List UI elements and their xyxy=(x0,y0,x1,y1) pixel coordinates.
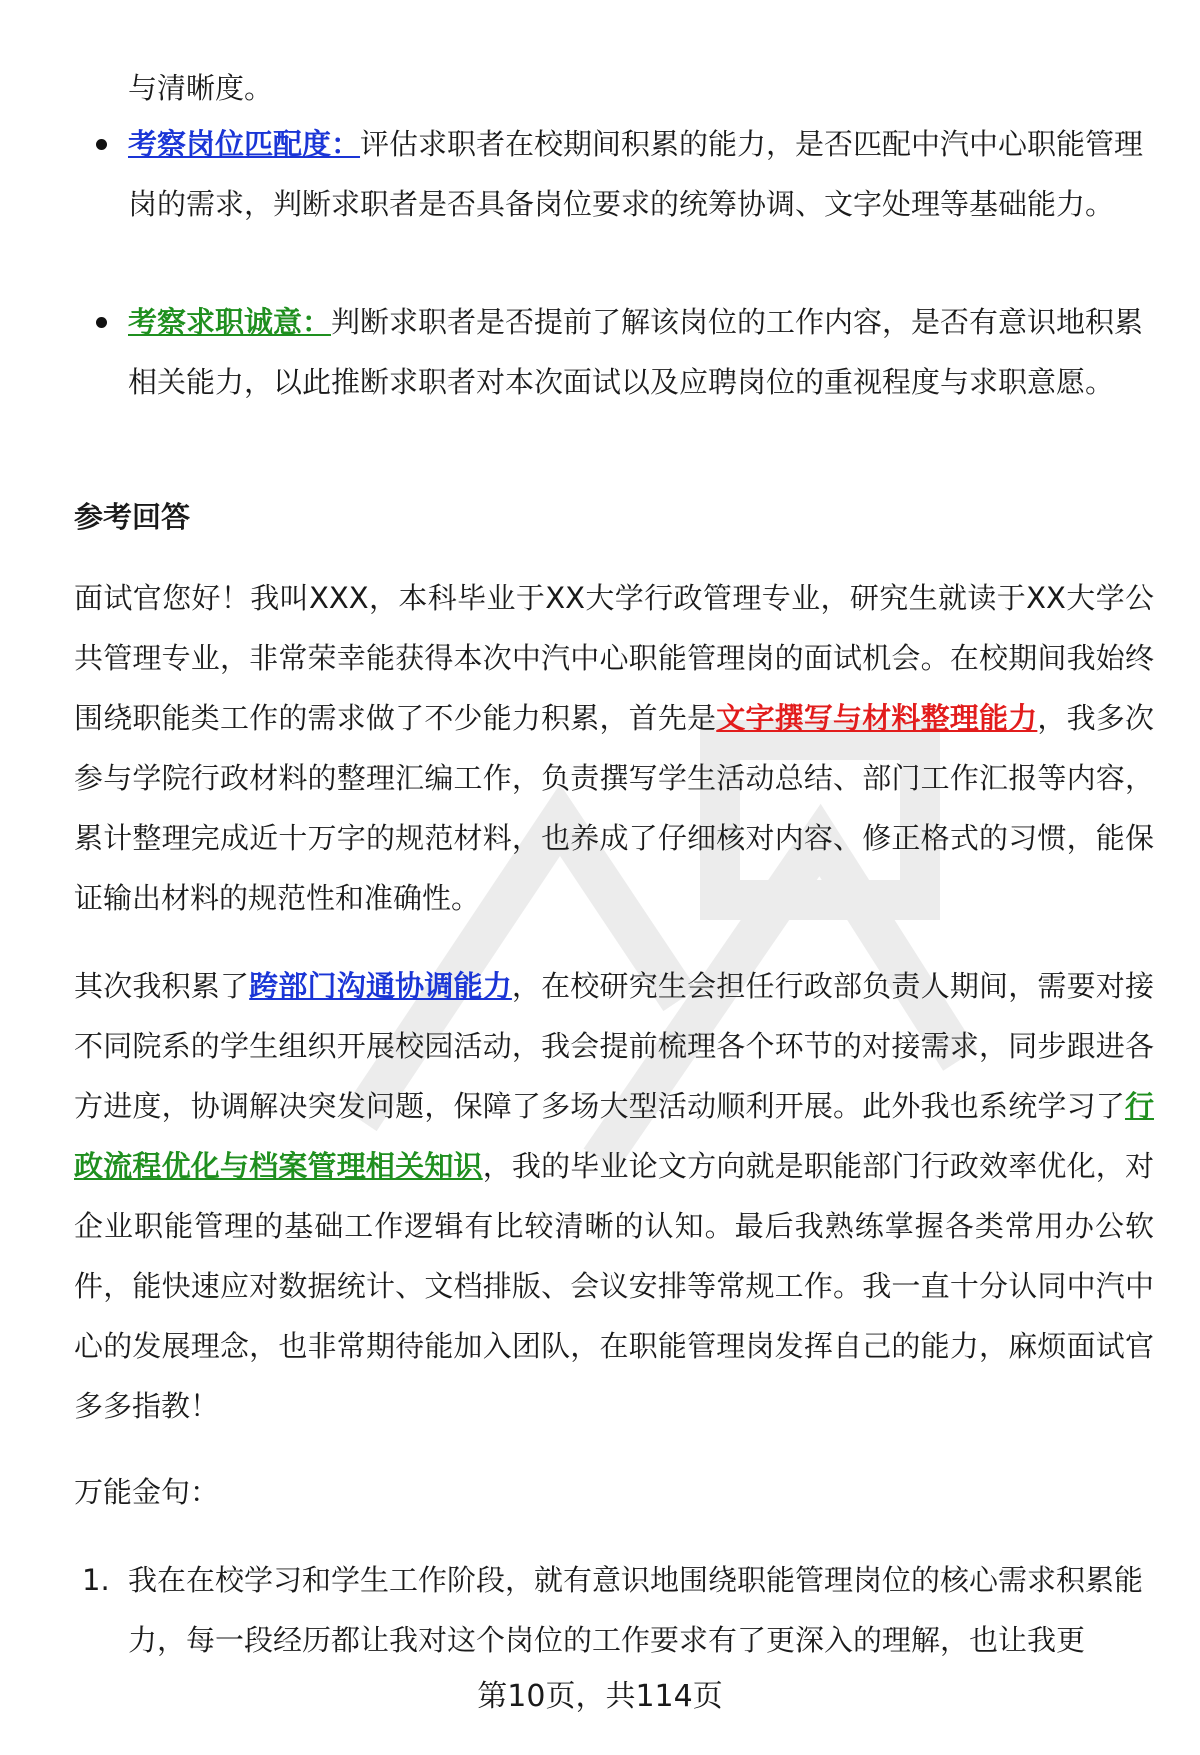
numbered-item xyxy=(82,1550,1152,1670)
bullet-dot-icon xyxy=(96,139,107,150)
item-number: 1. xyxy=(82,1563,110,1597)
golden-sentences-label: 万能金句： xyxy=(74,1475,220,1509)
keyword-writing-ability: 文字撰写与材料整理能力 xyxy=(716,701,1038,735)
section-heading: 参考回答 xyxy=(74,500,191,534)
keyword-admin-knowledge: 行政流程优化与档案管理相关知识 xyxy=(74,1089,1154,1183)
item-text: 我在在校学习和学生工作阶段，就有意识地围绕职能管理岗位的核心需求积累能力，每一段经历都让我对这个岗位的工作要求有了更深入的理解，也让我更 xyxy=(128,1563,1144,1657)
bullet-item-job-sincerity xyxy=(96,292,1146,412)
para-text: ，我多次参与学院行政材料的整理汇编工作，负责撰写学生活动总结、部门工作汇报等内容，累计整理完成近十万字的规范材料，也养成了仔细核对内容、修正格式的习惯，能保证输出材料的规范性和准确性。 xyxy=(74,701,1154,915)
para-text: ，在校研究生会担任行政部负责人期间，需要对接不同院系的学生组织开展校园活动，我会提前梳理各个环节的对接需求，同步跟进各方进度，协调解决突发问题，保障了多场大型活动顺利开展。此外我也系统学习了 xyxy=(74,969,1154,1123)
para-text: 面试官您好！我叫XXX，本科毕业于XX大学行政管理专业，研究生就读于XX大学公共管理专业，非常荣幸能获得本次中汽中心职能管理岗的面试机会。在校期间我始终围绕职能类工作的需求做了不少能力积累，首先是 xyxy=(74,581,1154,735)
keyword-position-match: 考察岗位匹配度： xyxy=(128,127,361,161)
answer-paragraph-2 xyxy=(74,956,1154,1436)
page-number-footer: 第10页，共114页 xyxy=(477,1679,723,1714)
para-text: ，我的毕业论文方向就是职能部门行政效率优化，对企业职能管理的基础工作逻辑有比较清晰的认知。最后我熟练掌握各类常用办公软件，能快速应对数据统计、文档排版、会议安排等常规工作。我一直十分认同中汽中心的发展理念，也非常期待能加入团队，在职能管理岗发挥自己的能力，麻烦面试官多多指教！ xyxy=(74,1149,1154,1423)
para-text: 其次我积累了 xyxy=(74,969,250,1003)
answer-paragraph-1 xyxy=(74,568,1154,928)
keyword-communication-ability: 跨部门沟通协调能力 xyxy=(249,969,512,1003)
bullet-dot-icon xyxy=(96,317,107,328)
bullet-item-position-match xyxy=(96,114,1146,234)
bullet-text: 判断求职者是否提前了解该岗位的工作内容，是否有意识地积累相关能力，以此推断求职者对本次面试以及应聘岗位的重视程度与求职意愿。 xyxy=(128,305,1144,399)
continuation-text: 与清晰度。 xyxy=(128,71,274,105)
bullet-text: 评估求职者在校期间积累的能力，是否匹配中汽中心职能管理岗的需求，判断求职者是否具备岗位要求的统筹协调、文字处理等基础能力。 xyxy=(128,127,1144,221)
keyword-job-sincerity: 考察求职诚意： xyxy=(128,305,332,339)
